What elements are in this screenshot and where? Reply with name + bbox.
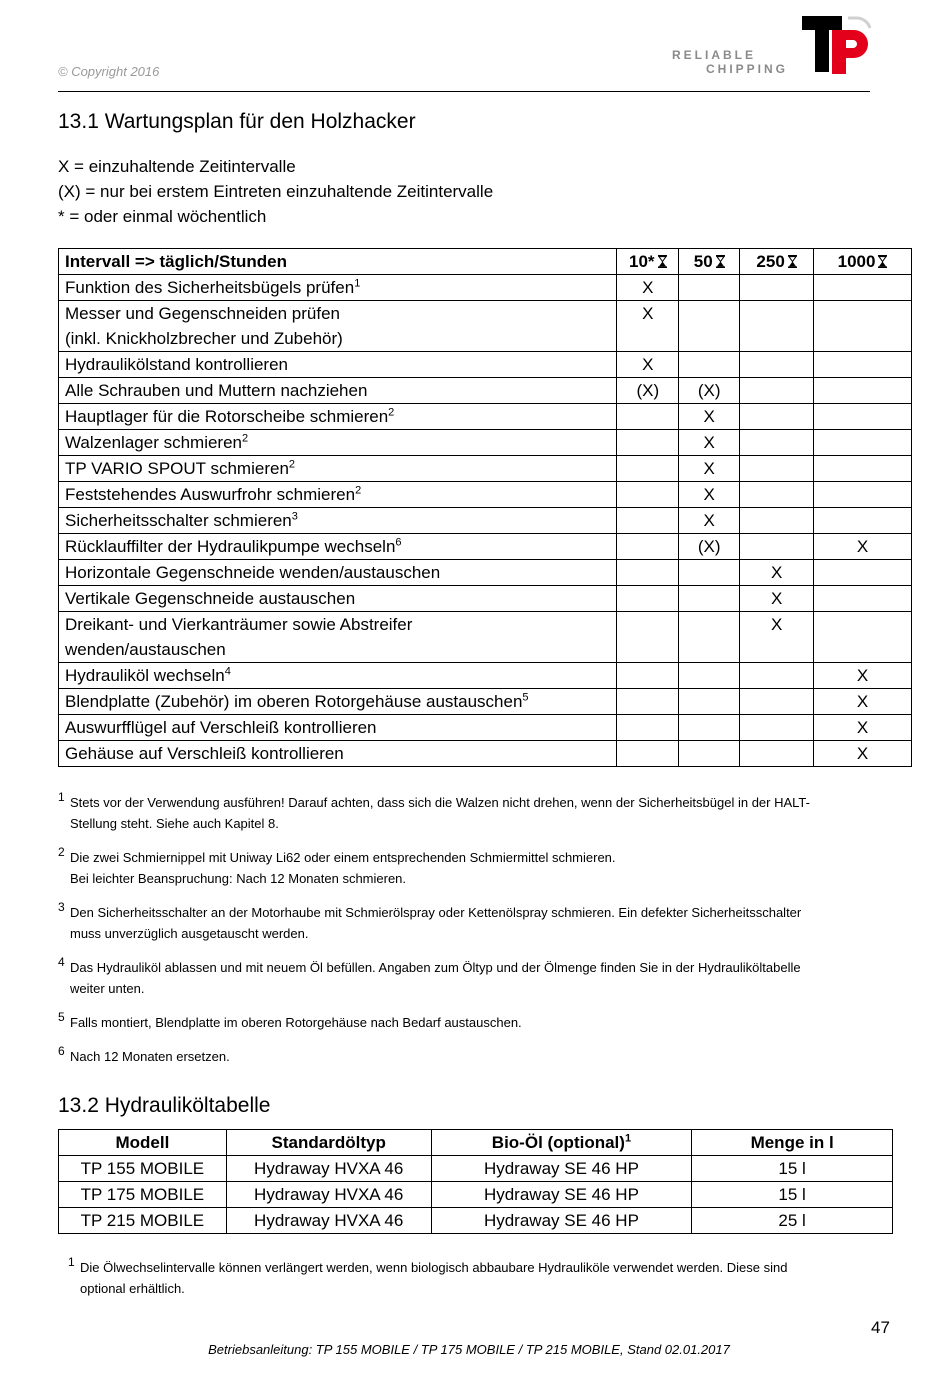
oil-footnote-line: Die Ölwechselintervalle können verlängert werden, wenn biologisch abbaubare Hydrauliköle verwendet werden. Diese sind: [80, 1260, 788, 1275]
interval-mark: [740, 715, 814, 741]
header-text: Bio-Öl (optional): [491, 1133, 625, 1152]
interval-mark: [617, 663, 679, 689]
maintenance-header-row: [59, 249, 912, 275]
section-title-maintenance: 13.1 Wartungsplan für den Holzhacker: [58, 110, 416, 133]
header-text: Standardöltyp: [271, 1133, 386, 1152]
table-row: [59, 508, 912, 534]
interval-mark: [740, 534, 814, 560]
interval-mark: [617, 586, 679, 612]
interval-mark: [679, 301, 740, 352]
footnote-line: Falls montiert, Blendplatte im oberen Rotorgehäuse nach Bedarf austauschen.: [70, 1015, 522, 1030]
oil-cell: Hydraway SE 46 HP: [431, 1156, 692, 1182]
interval-mark: [814, 482, 912, 508]
task-cell: [59, 586, 617, 612]
interval-mark: [814, 612, 912, 663]
interval-mark: [617, 482, 679, 508]
task-text: Rücklauffilter der Hydraulikpumpe wechseln: [65, 537, 396, 556]
interval-mark: [814, 352, 912, 378]
interval-mark: [617, 560, 679, 586]
oil-cell: Hydraway HVXA 46: [226, 1208, 431, 1234]
interval-mark: X: [740, 586, 814, 612]
interval-mark: [617, 715, 679, 741]
task-text-line2: wenden/austauschen: [65, 640, 226, 659]
footnote-line: muss unverzüglich ausgetauscht werden.: [70, 926, 309, 941]
task-cell: [59, 301, 617, 352]
footnote-ref: 2: [355, 484, 362, 497]
interval-mark: [740, 404, 814, 430]
task-text: TP VARIO SPOUT schmieren: [65, 459, 289, 478]
table-row: [59, 275, 912, 301]
interval-mark: X: [679, 508, 740, 534]
oil-cell: 15 l: [692, 1182, 893, 1208]
header-text: 1000: [837, 252, 876, 271]
interval-mark: (X): [617, 378, 679, 404]
oil-cell: TP 155 MOBILE: [59, 1156, 227, 1182]
task-cell: [59, 430, 617, 456]
footnote-ref: 5: [522, 691, 529, 704]
interval-mark: [679, 689, 740, 715]
hourglass-icon: [788, 255, 797, 268]
interval-legend: [58, 154, 493, 229]
task-text: Messer und Gegenschneiden prüfen: [65, 304, 341, 323]
footnote-ref: 1: [354, 277, 361, 290]
interval-mark: [617, 508, 679, 534]
task-cell: [59, 689, 617, 715]
interval-mark: X: [679, 482, 740, 508]
table-row: [59, 1208, 893, 1234]
header-hours-4: [814, 249, 912, 275]
header-text: 250: [756, 252, 785, 271]
interval-mark: [814, 560, 912, 586]
interval-mark: X: [740, 612, 814, 663]
footnote-ref: 6: [395, 536, 402, 549]
page-footer: Betriebsanleitung: TP 155 MOBILE / TP 175 MOBILE / TP 215 MOBILE, Stand 02.01.2017: [208, 1342, 730, 1357]
task-cell: [59, 456, 617, 482]
legend-line: * = oder einmal wöchentlich: [58, 207, 267, 226]
interval-mark: [814, 275, 912, 301]
table-row: [59, 586, 912, 612]
interval-mark: [740, 508, 814, 534]
interval-mark: [814, 378, 912, 404]
footnote-ref: 4: [224, 665, 231, 678]
header-text: 10*: [629, 252, 655, 271]
table-row: [59, 1182, 893, 1208]
oil-cell: Hydraway HVXA 46: [226, 1156, 431, 1182]
interval-mark: [740, 456, 814, 482]
interval-mark: [740, 352, 814, 378]
interval-mark: X: [814, 663, 912, 689]
oil-cell: Hydraway SE 46 HP: [431, 1208, 692, 1234]
footnote-number: 5: [58, 1010, 65, 1024]
table-row: [59, 1156, 893, 1182]
oil-footnote-number: 1: [68, 1255, 75, 1269]
table-row: [59, 430, 912, 456]
table-row: [59, 404, 912, 430]
footnote: [58, 847, 898, 889]
oil-cell: Hydraway HVXA 46: [226, 1182, 431, 1208]
task-text: Gehäuse auf Verschleiß kontrollieren: [65, 744, 344, 763]
interval-mark: X: [814, 741, 912, 767]
footnote-ref: 2: [388, 406, 395, 419]
task-text: Dreikant- und Vierkanträumer sowie Abstreifer: [65, 615, 413, 634]
oil-header-cell: [431, 1130, 692, 1156]
footnote-ref: 2: [288, 458, 296, 471]
interval-mark: [679, 352, 740, 378]
footnote-line: Stellung steht. Siehe auch Kapitel 8.: [70, 816, 279, 831]
oil-cell: Hydraway SE 46 HP: [431, 1182, 692, 1208]
interval-mark: [814, 430, 912, 456]
oil-cell: 25 l: [692, 1208, 893, 1234]
task-cell: [59, 663, 617, 689]
table-row: [59, 741, 912, 767]
logo-text-reliable: RELIABLE: [672, 48, 756, 62]
interval-mark: [740, 301, 814, 352]
footnote: [58, 902, 898, 944]
interval-mark: X: [617, 301, 679, 352]
company-logo: [672, 14, 872, 78]
oil-cell: TP 175 MOBILE: [59, 1182, 227, 1208]
section-title-oil-table: 13.2 Hydrauliköltabelle: [58, 1094, 271, 1117]
footnote-ref: 2: [242, 432, 249, 445]
footnote-number: 3: [58, 900, 65, 914]
task-cell: [59, 741, 617, 767]
task-text: Blendplatte (Zubehör) im oberen Rotorgehäuse austauschen: [65, 692, 523, 711]
interval-mark: [814, 456, 912, 482]
interval-mark: [740, 430, 814, 456]
legend-line: X = einzuhaltende Zeitintervalle: [58, 157, 296, 176]
oil-footnote-line: optional erhältlich.: [80, 1281, 185, 1296]
maintenance-table: [58, 248, 912, 767]
header-hours-3: [740, 249, 814, 275]
interval-mark: [814, 508, 912, 534]
interval-mark: [740, 275, 814, 301]
header-hours-2: [679, 249, 740, 275]
task-cell: [59, 275, 617, 301]
interval-mark: (X): [679, 378, 740, 404]
task-cell: [59, 560, 617, 586]
footnote-line: Den Sicherheitsschalter an der Motorhaube mit Schmierölspray oder Kettenölspray schmieren. Ein defekter Sicherheitsschalter: [70, 905, 802, 920]
task-cell: [59, 482, 617, 508]
footnote: [58, 1012, 898, 1033]
interval-mark: [617, 741, 679, 767]
oil-header-row: [59, 1130, 893, 1156]
interval-mark: [679, 612, 740, 663]
oil-header-cell: [692, 1130, 893, 1156]
table-row: [59, 352, 912, 378]
header-divider: [58, 91, 870, 92]
interval-mark: [617, 612, 679, 663]
footnote-number: 4: [58, 955, 65, 969]
footnote-number: 2: [58, 845, 65, 859]
interval-mark: [679, 586, 740, 612]
task-text-line2: (inkl. Knickholzbrecher und Zubehör): [65, 329, 343, 348]
task-text: Walzenlager schmieren: [65, 433, 242, 452]
task-text: Hydrauliköl wechseln: [65, 666, 225, 685]
task-cell: [59, 378, 617, 404]
table-row: [59, 301, 912, 352]
footnote-number: 6: [58, 1044, 65, 1058]
interval-mark: X: [679, 456, 740, 482]
task-text: Horizontale Gegenschneide wenden/austauschen: [65, 563, 441, 582]
table-row: [59, 456, 912, 482]
task-text: Vertikale Gegenschneide austauschen: [65, 589, 356, 608]
header-text: Modell: [115, 1133, 170, 1152]
footnote: [58, 957, 898, 999]
interval-mark: [617, 404, 679, 430]
oil-cell: TP 215 MOBILE: [59, 1208, 227, 1234]
table-row: [59, 715, 912, 741]
task-cell: [59, 352, 617, 378]
logo-text-chipping: CHIPPING: [706, 62, 789, 76]
task-text: Sicherheitsschalter schmieren: [65, 511, 292, 530]
hourglass-icon: [658, 255, 667, 268]
copyright-text: © Copyright 2016: [58, 64, 160, 79]
interval-mark: [679, 663, 740, 689]
interval-mark: [814, 586, 912, 612]
hourglass-icon: [716, 255, 725, 268]
task-text: Alle Schrauben und Muttern nachziehen: [65, 381, 368, 400]
page-number: 47: [871, 1318, 890, 1337]
interval-mark: [617, 456, 679, 482]
interval-mark: [679, 741, 740, 767]
task-cell: [59, 404, 617, 430]
tp-logo-mark: [802, 14, 874, 76]
hourglass-icon: [878, 255, 887, 268]
interval-mark: X: [814, 715, 912, 741]
task-text: Auswurfflügel auf Verschleiß kontrollieren: [65, 718, 377, 737]
footnote-line: Bei leichter Beanspruchung: Nach 12 Monaten schmieren.: [70, 871, 407, 886]
interval-mark: [814, 301, 912, 352]
header-text: 50: [693, 252, 713, 271]
header-text: Intervall => täglich/Stunden: [65, 252, 287, 271]
interval-mark: (X): [679, 534, 740, 560]
task-text: Feststehendes Auswurfrohr schmieren: [65, 485, 356, 504]
interval-mark: X: [814, 689, 912, 715]
interval-mark: [679, 560, 740, 586]
footnote-ref: 1: [624, 1132, 632, 1145]
task-cell: [59, 612, 617, 663]
interval-mark: [740, 741, 814, 767]
interval-mark: X: [679, 430, 740, 456]
table-row: [59, 689, 912, 715]
interval-mark: [617, 430, 679, 456]
footnote-ref: 3: [291, 510, 298, 523]
interval-mark: X: [740, 560, 814, 586]
oil-header-cell: [59, 1130, 227, 1156]
footnote: [58, 792, 898, 834]
table-row: [59, 378, 912, 404]
oil-header-cell: [226, 1130, 431, 1156]
footnotes-list: [58, 792, 898, 1080]
interval-mark: [617, 534, 679, 560]
task-text: Hauptlager für die Rotorscheibe schmieren: [65, 407, 389, 426]
interval-mark: [740, 378, 814, 404]
interval-mark: X: [679, 404, 740, 430]
interval-mark: [679, 715, 740, 741]
interval-mark: X: [814, 534, 912, 560]
header-text: Menge in l: [750, 1133, 834, 1152]
interval-mark: [740, 482, 814, 508]
footnote-line: Das Hydrauliköl ablassen und mit neuem Öl befüllen. Angaben zum Öltyp und der Ölmenge finden Sie in der Hydrauliköltabelle: [70, 960, 801, 975]
interval-mark: X: [617, 275, 679, 301]
interval-mark: [740, 663, 814, 689]
interval-mark: [814, 404, 912, 430]
footnote-number: 1: [58, 790, 65, 804]
hydraulic-oil-table: [58, 1129, 893, 1234]
task-text: Funktion des Sicherheitsbügels prüfen: [65, 278, 355, 297]
interval-mark: [679, 275, 740, 301]
oil-cell: 15 l: [692, 1156, 893, 1182]
legend-line: (X) = nur bei erstem Eintreten einzuhaltende Zeitintervalle: [58, 182, 494, 201]
task-cell: [59, 508, 617, 534]
interval-mark: X: [617, 352, 679, 378]
task-cell: [59, 534, 617, 560]
table-row: [59, 663, 912, 689]
task-text: Hydraulikölstand kontrollieren: [65, 355, 289, 374]
task-cell: [59, 715, 617, 741]
footnote-line: Die zwei Schmiernippel mit Uniway Li62 oder einem entsprechenden Schmiermittel schmieren.: [70, 850, 616, 865]
footnote: [58, 1046, 898, 1067]
oil-footnote: [68, 1257, 900, 1299]
interval-mark: [617, 689, 679, 715]
header-hours-1: [617, 249, 679, 275]
footnote-line: Stets vor der Verwendung ausführen! Darauf achten, dass sich die Walzen nicht drehen, wenn der Sicherheitsbügel in der HALT-: [70, 795, 810, 810]
header-interval-label: [59, 249, 617, 275]
table-row: [59, 560, 912, 586]
footnote-line: Nach 12 Monaten ersetzen.: [70, 1049, 230, 1064]
footnote-line: weiter unten.: [70, 981, 145, 996]
table-row: [59, 612, 912, 663]
interval-mark: [740, 689, 814, 715]
table-row: [59, 534, 912, 560]
table-row: [59, 482, 912, 508]
